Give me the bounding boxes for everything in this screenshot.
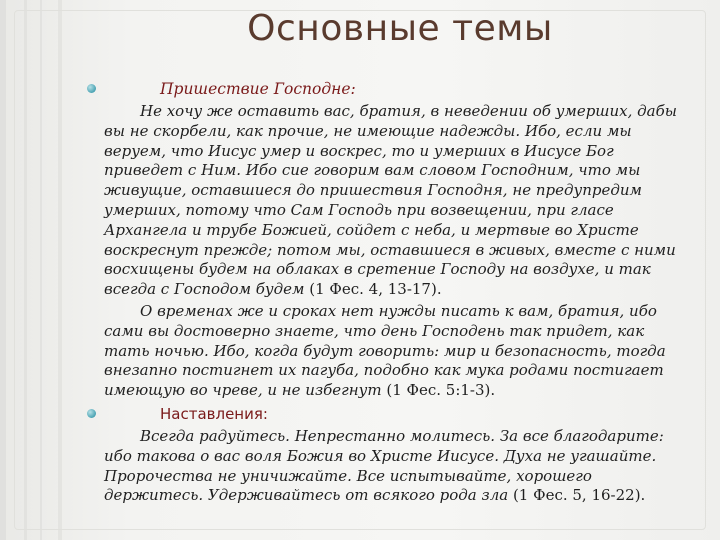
paragraph-text: всегда с Господом будем	[104, 280, 305, 299]
paragraph-line-last	[104, 381, 710, 401]
paragraph-line: Не хочу же оставить вас, братия, в неведении об умерших, дабы	[140, 102, 677, 120]
paragraph-line: веруем, что Иисус умер и воскрес, то и умерших в Иисусе Бог	[104, 141, 614, 160]
paragraph-line: О временах же и сроках нет нужды писать к вам, братия, ибо	[140, 301, 657, 320]
paragraph-line: сами вы достоверно знаете, что день Господень так придет, как	[104, 321, 645, 340]
paragraph-line: воскреснут прежде; потом мы, оставшиеся в живых, вместе с ними	[104, 240, 676, 259]
paragraph-line: живущие, оставшиеся до пришествия Господня, не предупредим	[104, 181, 642, 200]
paragraph-line-last	[104, 486, 710, 506]
bullet-icon	[87, 409, 96, 418]
paragraph-text: имеющую во чреве, и не избегнут	[104, 381, 382, 400]
scripture-reference: (1 Фес. 4, 13-17).	[304, 280, 442, 299]
paragraph-line: внезапно постигнет их пагуба, подобно как мука родами постигает	[104, 361, 664, 380]
slide-title: Основные темы	[247, 8, 553, 49]
section-heading: Пришествие Господне:	[104, 78, 710, 102]
paragraph-line: тать ночью. Ибо, когда будут говорить: мир и безопасность, тогда	[104, 341, 666, 360]
slide-content	[104, 78, 710, 508]
paragraph-line: ибо такова о вас воля Божия во Христе Иисусе. Духа не угашайте.	[104, 446, 657, 465]
paragraph-text: держитесь. Удерживайтесь от всякого рода зла	[104, 486, 509, 505]
bullet-icon	[87, 84, 96, 93]
paragraph	[104, 302, 710, 401]
paragraph-line: Архангела и трубе Божией, сойдет с неба, и мертвые во Христе	[104, 220, 639, 239]
paragraph-line: восхищены будем на облаках в сретение Господу на воздухе, и так	[104, 260, 651, 279]
section-heading: Наставления:	[104, 403, 710, 427]
paragraph-line: приведет с Ним. Ибо сие говорим вам словом Господним, что мы	[104, 161, 641, 180]
paragraph-line-last	[104, 280, 710, 300]
scripture-reference: (1 Фес. 5, 16-22).	[508, 486, 646, 505]
scripture-reference: (1 Фес. 5:1-3).	[381, 381, 496, 400]
paragraph	[104, 102, 710, 300]
paragraph-line: Пророчества не уничижайте. Все испытывайте, хорошего	[104, 466, 592, 485]
decorative-stripe	[0, 0, 6, 540]
paragraph-line: умерших, потому что Сам Господь при возвещении, при гласе	[104, 200, 614, 219]
paragraph-line: Всегда радуйтесь. Непрестанно молитесь. За все благодарите:	[140, 426, 664, 445]
paragraph-line: вы не скорбели, как прочие, не имеющие надежды. Ибо, если мы	[104, 121, 632, 140]
paragraph	[104, 427, 710, 506]
